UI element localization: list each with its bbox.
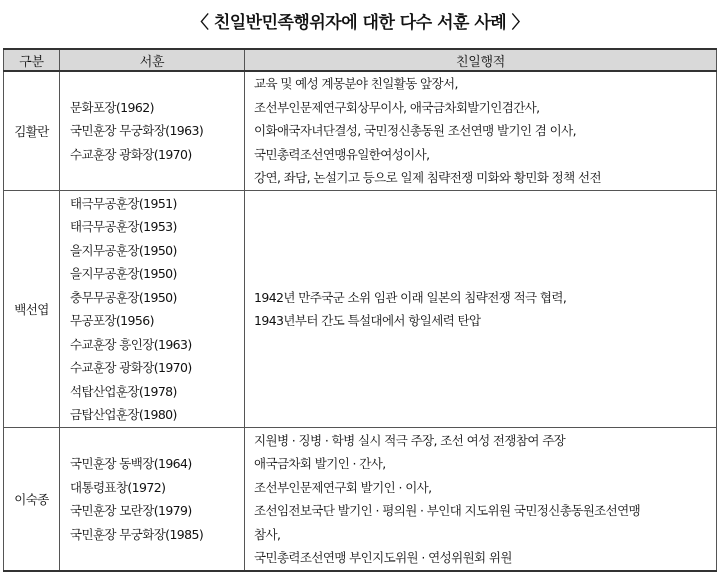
honor-item: 무공포장(1956) xyxy=(70,313,154,328)
award-table xyxy=(3,48,717,572)
honor-item: 국민훈장 동백장(1964) xyxy=(70,456,192,471)
honor-item: 태극무공훈장(1951) xyxy=(70,195,177,211)
act-item: 애국금차회 발기인 · 간사, xyxy=(254,456,386,471)
table-header-row xyxy=(4,49,717,71)
column-header-category: 구분 xyxy=(4,49,60,71)
acts-cell xyxy=(245,71,717,191)
column-header-honors: 서훈 xyxy=(60,49,245,71)
table-row xyxy=(4,428,717,572)
act-item: 조선부인문제연구회상무이사, 애국금차회발기인겸간사, xyxy=(254,99,540,115)
act-item: 이화애국자녀단결성, 국민정신총동원 조선연맹 발기인 겸 이사, xyxy=(254,123,576,139)
person-name: 김활란 xyxy=(4,71,60,191)
act-item: 1942년 만주국군 소위 임관 이래 일본의 침략전쟁 적극 협력, xyxy=(254,289,567,305)
acts-cell xyxy=(245,191,717,428)
person-name: 백선엽 xyxy=(4,191,60,428)
honor-item: 수교훈장 광화장(1970) xyxy=(70,360,192,375)
honor-item: 을지무공훈장(1950) xyxy=(70,242,177,258)
table-row xyxy=(4,191,717,428)
act-item: 교육 및 예성 계몽분야 친일활동 앞장서, xyxy=(254,76,458,92)
act-item: 1943년부터 간도 특설대에서 항일세력 탄압 xyxy=(254,313,481,328)
honor-item: 문화포장(1962) xyxy=(70,99,154,115)
honor-item: 석탑산업훈장(1978) xyxy=(70,383,177,399)
honor-item: 국민훈장 무궁화장(1985) xyxy=(70,526,204,542)
act-item: 국민총력조선연맹유일한여성이사, xyxy=(254,146,430,162)
honor-item: 을지무공훈장(1950) xyxy=(70,266,177,281)
act-item: 조선부인문제연구회 발기인 · 이사, xyxy=(254,479,432,495)
person-name: 이숙종 xyxy=(4,428,60,572)
honor-item: 국민훈장 무궁화장(1963) xyxy=(70,123,204,139)
honor-item: 대통령표창(1972) xyxy=(70,479,166,495)
honor-item: 태극무공훈장(1953) xyxy=(70,219,177,234)
honor-item: 수교훈장 광화장(1970) xyxy=(70,146,192,162)
honor-item: 수교훈장 흥인장(1963) xyxy=(70,336,192,352)
column-header-acts: 친일행적 xyxy=(245,49,717,71)
honor-item: 국민훈장 모란장(1979) xyxy=(70,503,192,518)
act-item: 지원병 · 징병 · 학병 실시 적극 주장, 조선 여성 전쟁참여 주장 xyxy=(254,432,566,448)
honor-item: 충무무공훈장(1950) xyxy=(70,289,177,305)
honor-item: 금탑산업훈장(1980) xyxy=(70,407,177,422)
act-item: 국민총력조선연맹 부인지도위원 · 연성위원회 위원 xyxy=(254,550,512,565)
page-title: 〈 친일반민족행위자에 대한 다수 서훈 사례 〉 xyxy=(191,13,529,33)
honors-cell xyxy=(60,428,245,572)
act-item: 조선임전보국단 발기인 · 평의원 · 부인대 지도위원 국민정신총동원조선연맹 xyxy=(254,503,641,518)
honors-cell xyxy=(60,71,245,191)
table-row xyxy=(4,71,717,191)
act-item: 참사, xyxy=(254,526,281,542)
act-item: 강연, 좌담, 논설기고 등으로 일제 침략전쟁 미화와 황민화 정책 선전 xyxy=(254,170,601,186)
acts-cell xyxy=(245,428,717,572)
honors-cell xyxy=(60,191,245,428)
